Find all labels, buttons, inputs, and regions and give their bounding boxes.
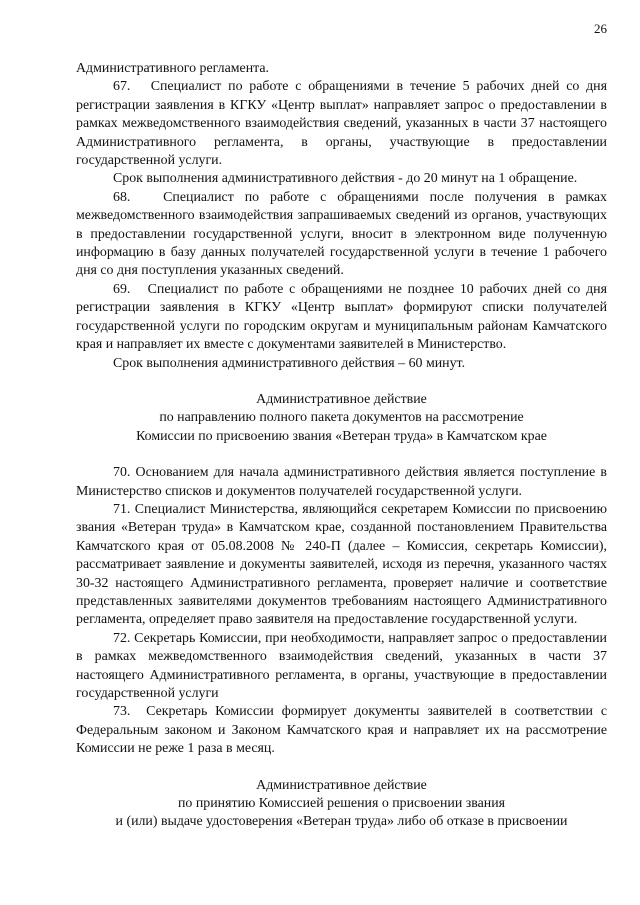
paragraph: 72. Секретарь Комиссии, при необходимости, направляет запрос о предоставлении в рамках межведомственного взаимодействия сведений, указанных в части 37 настоящего Административного регламента, в органы, участвующие в предоставлении государственной услуги [76,630,607,701]
section-heading-line: Административное действие [256,777,427,793]
section-heading-line: Комиссии по присвоению звания «Ветеран труда» в Камчатском крае [136,428,547,444]
page-number: 26 [594,21,607,36]
section-spacer [76,373,607,391]
section-heading-line: по направлению полного пакета документов на рассмотрение [159,410,524,426]
paragraph: Административного регламента. [76,61,270,76]
paragraph: 70. Основанием для начала административного действия является поступление в Министерство списков и документов получателей государственной услуги. [76,465,607,499]
section-heading-line: по принятию Комиссией решения о присвоении звания [177,796,506,812]
document-body [76,60,607,832]
section-heading [76,777,607,832]
paragraph: 69. Специалист по работе с обращениями не позднее 10 рабочих дней со дня регистрации заявления в КГКУ «Центр выплат» формируют списки получателей государственной услуги по городским округам и муниципальным районам Камчатского края и направляет их вместе с документами заявителей в Министерство. [76,281,607,353]
paragraph: 73. Секретарь Комиссии формирует документы заявителей в соответствии с Федеральным законом и Законом Камчатского края и направляет их на рассмотрение Комиссии не реже 1 раза в месяц. [76,704,607,757]
paragraph: 68. Специалист по работе с обращениями после получения в рамках межведомственного взаимодействия запрашиваемых сведений из органов, участвующих в предоставлении государственной услуги, вносит в электронном виде полученную информацию в базу данных получателей государственной услуги в течение 1 рабочего дня со дня поступления указанных сведений. [76,189,607,279]
paragraph: Срок выполнения административного действия - до 20 минут на 1 обращение. [113,171,578,187]
paragraph: 71. Специалист Министерства, являющийся секретарем Комиссии по присвоению звания «Ветеран труда» в Камчатском крае, созданной постановлением Правительства Камчатского края от 05.08.2008 № 240-П (далее – Комиссия, секретарь Комиссии), рассматривает заявление и документы заявителей, исходя из перечня, указанного частях 30-32 настоящего Административного регламента, проверяет наличие и соответствие представленных заявителями документов требованиям настоящего Административного регламента, определяет право заявителя на предоставление государственной услуги. [76,501,607,628]
section-spacer [76,759,607,777]
paragraph: 67. Специалист по работе с обращениями в течение 5 рабочих дней со дня регистрации заявления в КГКУ «Центр выплат» направляет запрос о предоставлении в рамках межведомственного взаимодействия сведений, указанных в части 37 настоящего Административного регламента, в органы, участвующие в предоставлении государственной услуги. [76,79,607,169]
section-heading [76,391,607,446]
section-heading-line: и (или) выдаче удостоверения «Ветеран труда» либо об отказе в присвоении [115,814,568,830]
paragraph: Срок выполнения административного действия – 60 минут. [113,355,466,371]
section-heading-line: Административное действие [256,391,427,407]
section-spacer [76,446,607,464]
